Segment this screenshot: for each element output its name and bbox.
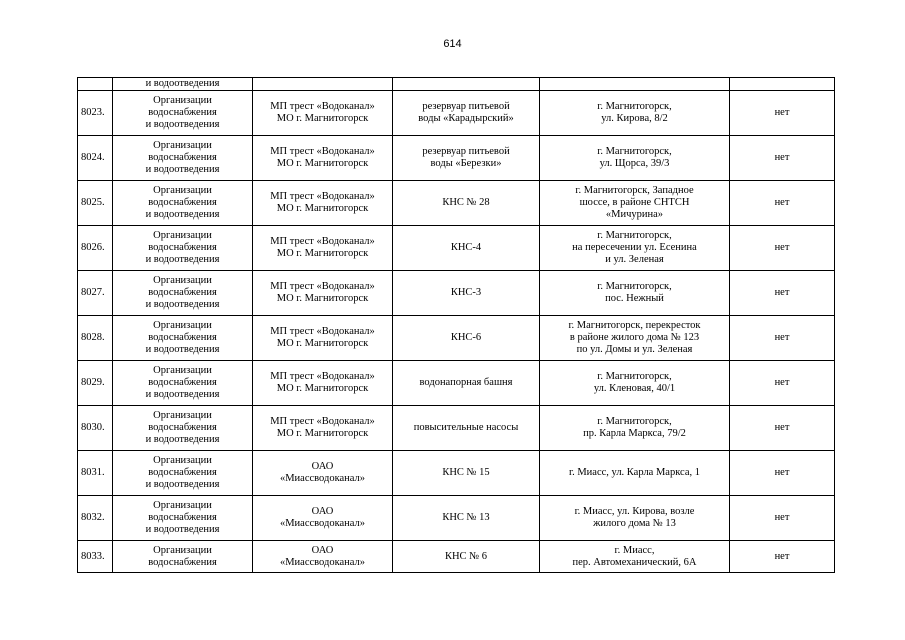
cell-owner: МП трест «Водоканал» МО г. Магнитогорск [253,91,393,136]
cell-category: Организации водоснабжения и водоотведения [113,271,253,316]
cell-status: нет [730,496,835,541]
cell-category: Организации водоснабжения [113,541,253,573]
cell-object: КНС-6 [393,316,540,361]
table-row [78,316,835,361]
cell-category: Организации водоснабжения и водоотведения [113,91,253,136]
cell-num: 8029. [78,361,113,406]
table-row [78,181,835,226]
cell-category: Организации водоснабжения и водоотведения [113,406,253,451]
page-number: 614 [443,38,462,50]
cell-owner [253,78,393,91]
cell-category: Организации водоснабжения и водоотведения [113,496,253,541]
cell-object: КНС-3 [393,271,540,316]
cell-num: 8033. [78,541,113,573]
cell-num: 8028. [78,316,113,361]
table-row [78,226,835,271]
table-row [78,271,835,316]
cell-object: повысительные насосы [393,406,540,451]
cell-address: г. Миасс, ул. Кирова, возле жилого дома № 13 [540,496,730,541]
cell-address: г. Магнитогорск, пр. Карла Маркса, 79/2 [540,406,730,451]
cell-object: резервуар питьевой воды «Карадырский» [393,91,540,136]
cell-object: КНС № 28 [393,181,540,226]
cell-status: нет [730,136,835,181]
cell-status: нет [730,541,835,573]
table-row [78,496,835,541]
cell-num: 8031. [78,451,113,496]
cell-address: г. Магнитогорск, ул. Щорса, 39/3 [540,136,730,181]
table-row [78,406,835,451]
cell-num [78,78,113,91]
cell-object: КНС-4 [393,226,540,271]
cell-address: г. Магнитогорск, ул. Кирова, 8/2 [540,91,730,136]
cell-status: нет [730,406,835,451]
cell-category: и водоотведения [113,78,253,91]
cell-category: Организации водоснабжения и водоотведения [113,451,253,496]
cell-num: 8024. [78,136,113,181]
cell-address [540,78,730,91]
cell-owner: МП трест «Водоканал» МО г. Магнитогорск [253,406,393,451]
cell-object: резервуар питьевой воды «Березки» [393,136,540,181]
cell-owner: ОАО «Миассводоканал» [253,496,393,541]
cell-num: 8025. [78,181,113,226]
cell-address: г. Магнитогорск, ул. Кленовая, 40/1 [540,361,730,406]
cell-owner: ОАО «Миассводоканал» [253,541,393,573]
cell-num: 8023. [78,91,113,136]
cell-owner: МП трест «Водоканал» МО г. Магнитогорск [253,136,393,181]
cell-owner: МП трест «Водоканал» МО г. Магнитогорск [253,226,393,271]
cell-category: Организации водоснабжения и водоотведения [113,226,253,271]
cell-address: г. Магнитогорск, Западное шоссе, в районе СНТСН «Мичурина» [540,181,730,226]
cell-owner: МП трест «Водоканал» МО г. Магнитогорск [253,271,393,316]
cell-num: 8026. [78,226,113,271]
cell-category: Организации водоснабжения и водоотведения [113,181,253,226]
cell-address: г. Миасс, пер. Автомеханический, 6А [540,541,730,573]
cell-owner: ОАО «Миассводоканал» [253,451,393,496]
cell-status: нет [730,91,835,136]
table-row-continuation [78,78,835,91]
cell-object: КНС № 13 [393,496,540,541]
cell-status: нет [730,181,835,226]
table-row [78,136,835,181]
cell-num: 8027. [78,271,113,316]
cell-status: нет [730,316,835,361]
cell-address: г. Миасс, ул. Карла Маркса, 1 [540,451,730,496]
cell-status: нет [730,361,835,406]
cell-object: КНС № 15 [393,451,540,496]
cell-address: г. Магнитогорск, пос. Нежный [540,271,730,316]
cell-owner: МП трест «Водоканал» МО г. Магнитогорск [253,361,393,406]
cell-object: водонапорная башня [393,361,540,406]
cell-owner: МП трест «Водоканал» МО г. Магнитогорск [253,316,393,361]
cell-category: Организации водоснабжения и водоотведения [113,361,253,406]
cell-category: Организации водоснабжения и водоотведения [113,136,253,181]
cell-status: нет [730,451,835,496]
cell-owner: МП трест «Водоканал» МО г. Магнитогорск [253,181,393,226]
cell-status [730,78,835,91]
table-row [78,451,835,496]
cell-address: г. Магнитогорск, перекресток в районе жилого дома № 123 по ул. Домы и ул. Зеленая [540,316,730,361]
cell-status: нет [730,226,835,271]
cell-num: 8032. [78,496,113,541]
table-row [78,541,835,573]
table-row [78,361,835,406]
cell-category: Организации водоснабжения и водоотведения [113,316,253,361]
cell-num: 8030. [78,406,113,451]
registry-table [77,77,835,573]
cell-address: г. Магнитогорск, на пересечении ул. Есенина и ул. Зеленая [540,226,730,271]
cell-object: КНС № 6 [393,541,540,573]
registry-table-body [78,78,835,573]
cell-object [393,78,540,91]
table-row [78,91,835,136]
cell-status: нет [730,271,835,316]
